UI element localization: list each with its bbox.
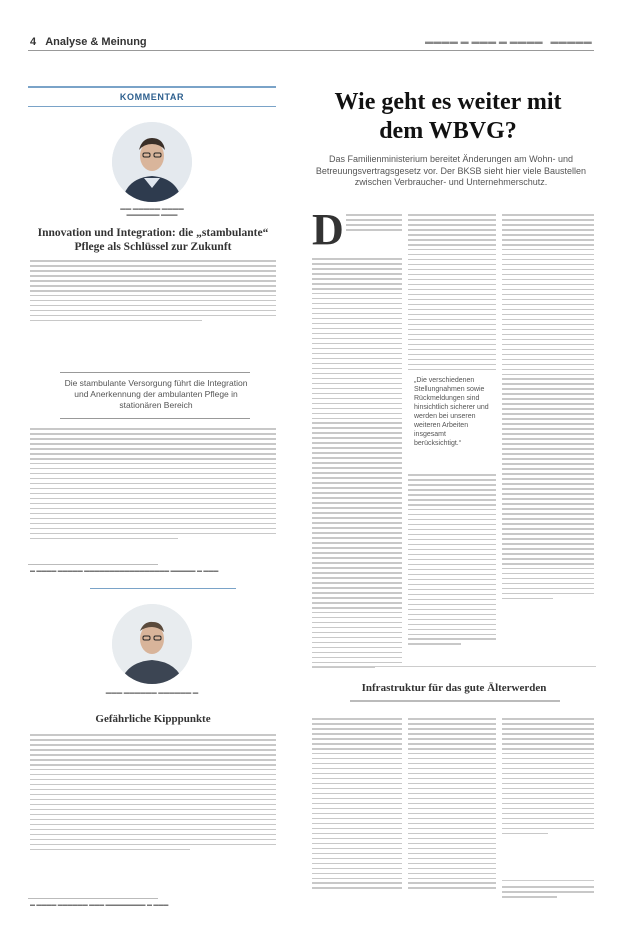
infra-subline	[350, 700, 560, 702]
main-col2-body-bottom	[408, 474, 496, 648]
infra-title: Infrastruktur für das gute Älterwerden	[361, 682, 547, 694]
kommentar-title-line1: Innovation und Integration: die „stambulante“	[37, 227, 269, 239]
second-body	[30, 734, 276, 854]
infra-col3	[502, 718, 594, 838]
kommentar-label: KOMMENTAR	[119, 92, 185, 102]
footnote-rule-2	[28, 898, 158, 899]
page-number: 4	[30, 36, 37, 48]
header-divider	[28, 50, 594, 51]
footnote-2: ▬ ▬▬▬▬ ▬▬▬▬▬▬ ▬▬▬ ▬▬▬▬▬▬▬▬ ▬ ▬▬▬	[30, 902, 169, 908]
kommentar-title	[28, 226, 278, 254]
section-title: Analyse & Meinung	[45, 36, 147, 48]
kommentar-title-line2: Pflege als Schlüssel zur Zukunft	[74, 241, 232, 253]
kommentar-body-2	[30, 428, 276, 543]
author2-photo	[112, 604, 192, 684]
infra-rule	[312, 666, 596, 667]
kommentar-body-1	[30, 260, 276, 325]
infra-note-rule	[502, 880, 594, 881]
kommentar-rule-top	[28, 86, 276, 88]
author2-caption: ▬▬▬ ▬▬▬▬▬▬ ▬▬▬▬▬▬ ▬	[105, 690, 199, 696]
quote-rule-bottom	[60, 418, 250, 419]
page-header	[30, 36, 147, 48]
main-title-line2: dem WBVG?	[379, 118, 517, 144]
author-caption: ▬▬ ▬▬▬▬▬ ▬▬▬▬ ▬▬▬▬▬▬ ▬▬▬	[120, 206, 184, 218]
main-col3-body	[502, 214, 594, 603]
main-col1-intro	[346, 214, 402, 234]
main-col1-body	[312, 258, 402, 672]
infra-note	[502, 886, 594, 901]
footnote-1: ▬ ▬▬▬▬ ▬▬▬▬▬ ▬▬▬▬▬▬▬▬▬▬▬▬▬▬▬▬▬ ▬▬▬▬▬ ▬ ▬▬▬	[30, 568, 219, 574]
second-rule	[90, 588, 236, 589]
main-pull-quote: „Die verschiedenen Stellungnahmen sowie Rückmeldungen sind hinsichtlich sicherer und werden bei unseren weiteren Arbeiten insgesamt berücksichtigt.“	[414, 377, 489, 447]
second-title: Gefährliche Kipppunkte	[95, 713, 211, 725]
main-title	[300, 88, 596, 146]
kommentar-rule-bottom	[28, 106, 276, 107]
main-col2-body-top	[408, 214, 496, 374]
header-meta: ▬▬▬▬ ▬ ▬▬▬ ▬ ▬▬▬▬ ▬▬▬▬▬	[424, 37, 592, 46]
footnote-rule-1	[28, 564, 158, 565]
drop-cap: D	[312, 205, 344, 254]
infra-col1	[312, 718, 402, 892]
kommentar-pull-quote: Die stambulante Versorgung führt die Integration und Anerkennung der ambulanten Pflege in stationären Bereich	[64, 378, 248, 410]
main-title-line1: Wie geht es weiter mit	[334, 89, 562, 115]
quote-rule-top	[60, 372, 250, 373]
author-photo	[112, 122, 192, 202]
infra-col2	[408, 718, 496, 892]
main-lead: Das Familienministerium bereitet Änderungen am Wohn- und Betreuungsvertragsgesetz vor. Der BKSB sieht hier viele Baustellen zwischen Verbraucher- und Unternehmerschutz.	[315, 154, 587, 187]
